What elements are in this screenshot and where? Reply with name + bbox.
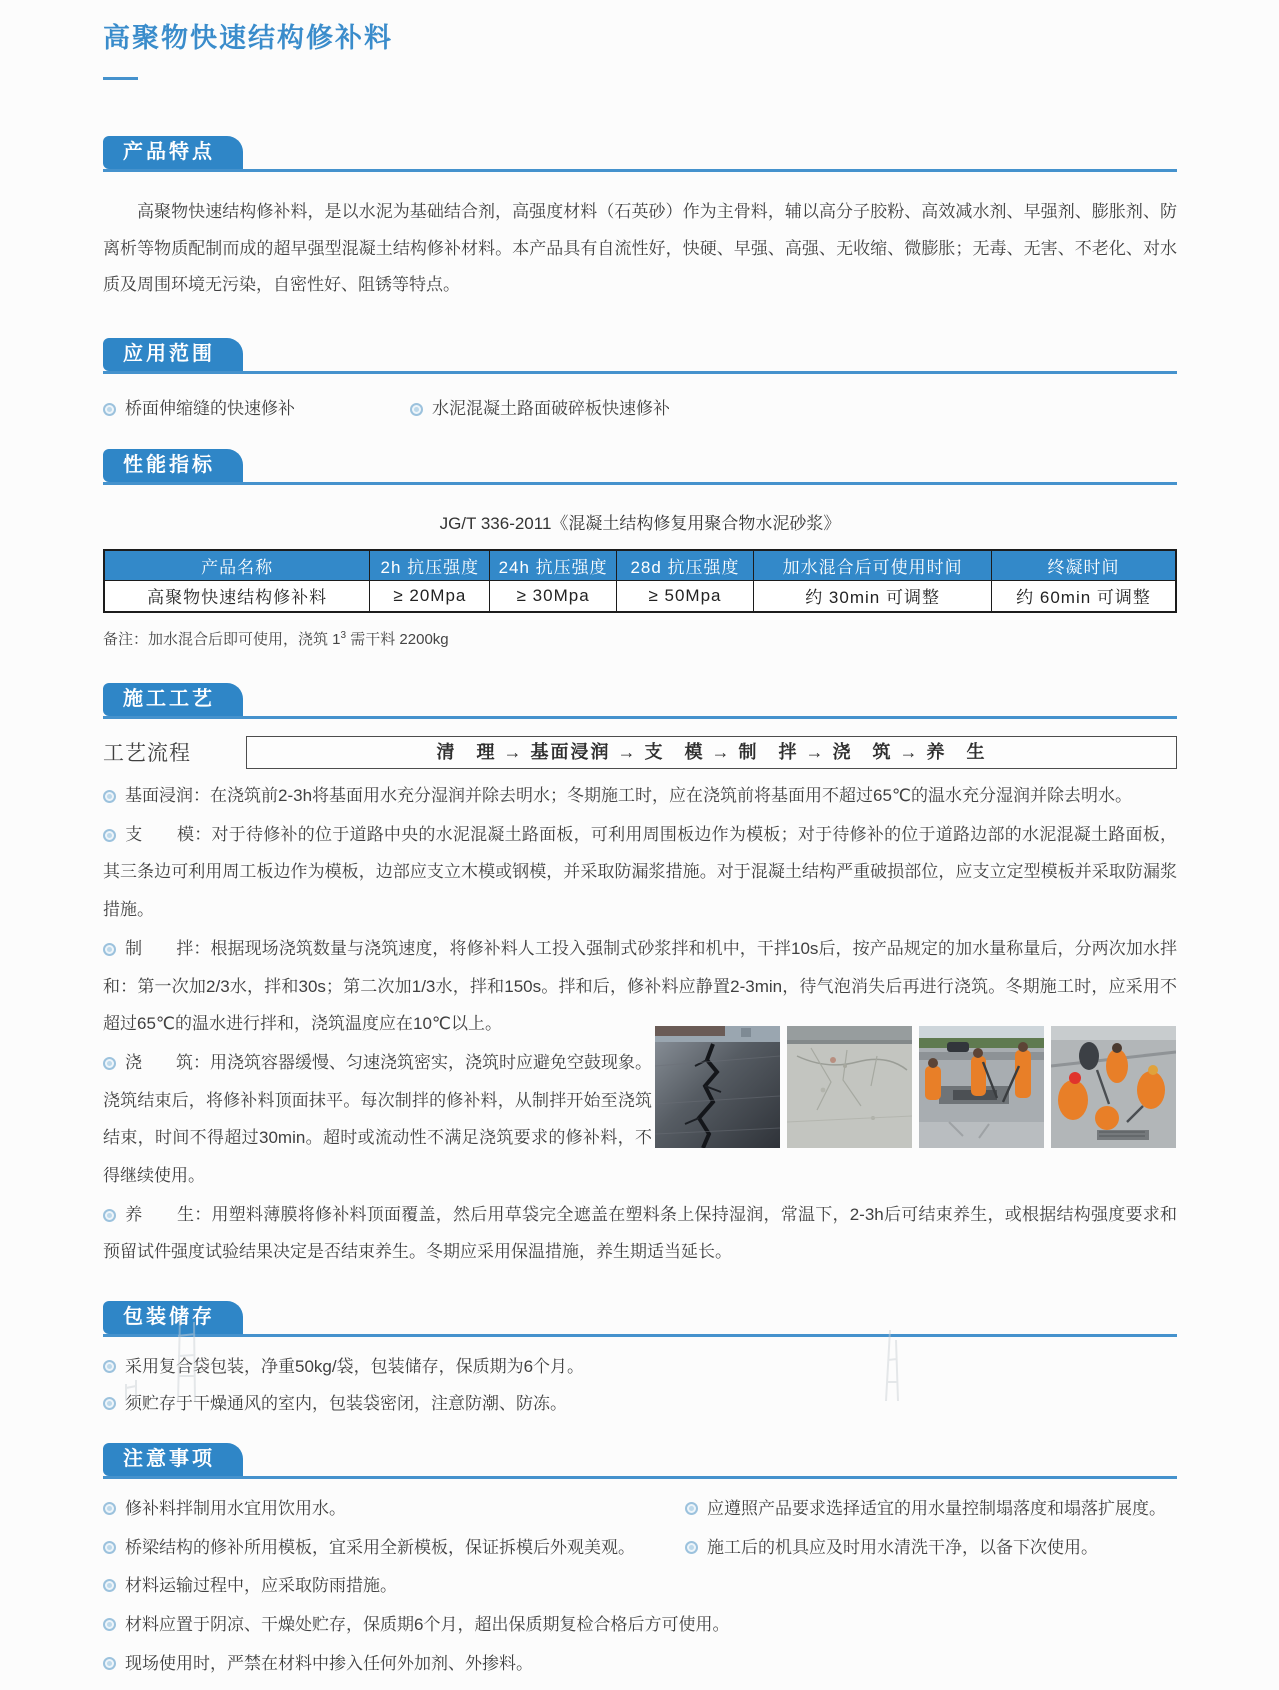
performance-table bbox=[103, 549, 1177, 613]
double-circle-bullet-icon bbox=[103, 1618, 116, 1631]
table-header-row bbox=[104, 550, 1176, 581]
section-tab-features: 产品特点 bbox=[103, 136, 243, 169]
column-header: 28d 抗压强度 bbox=[616, 550, 753, 581]
list-item: 现场使用时，严禁在材料中掺入任何外加剂、外掺料。 bbox=[103, 1652, 1177, 1677]
process-step-mixing: 制 拌：根据现场浇筑数量与浇筑速度，将修补料人工投入强制式砂浆拌和机中，干拌10s后，按产品规定的加水量称量后，分两次加水拌和：第一次加2/3水，拌和30s；第二次加1/3水，拌和150s。拌和后，修补料应静置2-3min，待气泡消失后再进行浇筑。冬期施工时，应采用不超过65℃的温水进行拌和，浇筑温度应在10℃以上。 bbox=[103, 939, 1177, 1033]
section-tab-performance: 性能指标 bbox=[103, 449, 243, 482]
double-circle-bullet-icon bbox=[685, 1502, 698, 1515]
double-circle-bullet-icon bbox=[103, 829, 116, 842]
dark-cracked-pavement-photo bbox=[655, 1026, 780, 1148]
double-circle-bullet-icon bbox=[103, 1657, 116, 1670]
process-flow-row bbox=[103, 736, 1177, 769]
list-item: 须贮存于干燥通风的室内，包装袋密闭，注意防潮、防冻。 bbox=[103, 1392, 1177, 1417]
list-item: 应遵照产品要求选择适宜的用水量控制塌落度和塌落扩展度。 bbox=[685, 1497, 1177, 1522]
packaging-items bbox=[103, 1355, 1177, 1417]
list-item: 材料应置于阴凉、干燥处贮存，保质期6个月，超出保质期复检合格后方可使用。 bbox=[103, 1613, 1177, 1638]
process-step-pouring-wrap bbox=[103, 1044, 1177, 1194]
list-item: 采用复合袋包装，净重50kg/袋，包装储存，保质期为6个月。 bbox=[103, 1355, 1177, 1380]
table-cell: ≥ 30Mpa bbox=[490, 581, 616, 612]
process-flow-label: 工艺流程 bbox=[103, 742, 191, 766]
double-circle-bullet-icon bbox=[103, 1541, 116, 1554]
double-circle-bullet-icon bbox=[103, 1579, 116, 1592]
section-header-notes bbox=[103, 1443, 1177, 1479]
column-header: 产品名称 bbox=[104, 550, 370, 581]
section-tab-application: 应用范围 bbox=[103, 338, 243, 371]
process-step-curing: 养 生：用塑料薄膜将修补料顶面覆盖，然后用草袋完全遮盖在塑料条上保持湿润，常温下，2-3h后可结束养生，或根据结构强度要求和预留试件强度试验结果决定是否结束养生。冬期应采用保温措施，养生期适当延长。 bbox=[103, 1204, 1177, 1262]
process-step-formwork: 支 模：对于待修补的位于道路中央的水泥混凝土路面板，可利用周围板边作为模板；对于待修补的位于道路边部的水泥混凝土路面板，其三条边可利用周工板边作为模板，边部应支立木模或钢模，并采取防漏浆措施。对于混凝土结构严重破损部位，应支立定型模板并采取防漏浆措施。 bbox=[103, 825, 1177, 919]
section-header-features bbox=[103, 136, 1177, 172]
application-item: 桥面伸缩缝的快速修补 bbox=[103, 394, 410, 419]
list-item: 材料运输过程中，应采取防雨措施。 bbox=[103, 1574, 685, 1599]
page-title: 高聚物快速结构修补料 bbox=[103, 23, 393, 53]
section-header-process bbox=[103, 683, 1177, 719]
column-header: 24h 抗压强度 bbox=[490, 550, 616, 581]
table-row bbox=[104, 581, 1176, 612]
features-paragraph: 高聚物快速结构修补料，是以水泥为基础结合剂，高强度材料（石英砂）作为主骨料，辅以高分子胶粉、高效减水剂、早强剂、膨胀剂、防离析等物质配制而成的超早强型混凝土结构修补材料。本产品具有自流性好，快硬、早强、高强、无收缩、微膨胀；无毒、无害、不老化、对水质及周围环境无污染，自密性好、阻锈等特点。 bbox=[103, 202, 1177, 295]
process-steps bbox=[103, 777, 1177, 1271]
application-item: 水泥混凝土路面破碎板快速修补 bbox=[410, 394, 670, 419]
double-circle-bullet-icon bbox=[103, 1057, 116, 1070]
workers-patching-pavement-photo bbox=[1051, 1026, 1176, 1148]
light-broken-slab-photo bbox=[787, 1026, 912, 1148]
table-cell: ≥ 20Mpa bbox=[370, 581, 490, 612]
double-circle-bullet-icon bbox=[103, 1502, 116, 1515]
table-cell: ≥ 50Mpa bbox=[616, 581, 753, 612]
section-tab-process: 施工工艺 bbox=[103, 683, 243, 716]
double-circle-bullet-icon bbox=[103, 1209, 116, 1222]
notes-items bbox=[103, 1497, 1177, 1690]
table-cell: 约 30min 可调整 bbox=[754, 581, 992, 612]
list-item: 施工后的机具应及时用水清洗干净，以备下次使用。 bbox=[685, 1536, 1177, 1561]
double-circle-bullet-icon bbox=[103, 403, 116, 416]
section-header-application bbox=[103, 338, 1177, 374]
table-cell: 高聚物快速结构修补料 bbox=[104, 581, 370, 612]
section-tab-packaging: 包装储存 bbox=[103, 1301, 243, 1334]
column-header: 加水混合后可使用时间 bbox=[754, 550, 992, 581]
double-circle-bullet-icon bbox=[103, 1360, 116, 1373]
double-circle-bullet-icon bbox=[103, 943, 116, 956]
table-footnote: 备注：加水混合后即可使用，浇筑 $1^3$ 需干料 2200kg bbox=[103, 629, 449, 648]
process-flow-box: 清 理 → 基面浸润 → 支 模 → 制 拌 → 浇 筑 → 养 生 bbox=[246, 736, 1177, 769]
section-header-performance bbox=[103, 449, 1177, 485]
construction-photo-strip bbox=[655, 1026, 1177, 1148]
section-tab-notes: 注意事项 bbox=[103, 1443, 243, 1476]
process-step-base-wetting: 基面浸润：在浇筑前2-3h将基面用水充分湿润并除去明水；冬期施工时，应在浇筑前将基面用不超过65℃的温水充分湿润并除去明水。 bbox=[103, 777, 1177, 814]
list-item: 桥梁结构的修补所用模板，宜采用全新模板，保证拆模后外观美观。 bbox=[103, 1536, 685, 1561]
double-circle-bullet-icon bbox=[410, 403, 423, 416]
section-header-packaging bbox=[103, 1301, 1177, 1337]
double-circle-bullet-icon bbox=[685, 1541, 698, 1554]
list-item: 修补料拌制用水宜用饮用水。 bbox=[103, 1497, 685, 1522]
application-items-row bbox=[103, 394, 1177, 419]
standard-reference: JG/T 336-2011《混凝土结构修复用聚合物水泥砂浆》 bbox=[439, 513, 841, 533]
title-underline bbox=[103, 77, 138, 80]
column-header: 终凝时间 bbox=[992, 550, 1176, 581]
table-cell: 约 60min 可调整 bbox=[992, 581, 1176, 612]
double-circle-bullet-icon bbox=[103, 1397, 116, 1410]
column-header: 2h 抗压强度 bbox=[370, 550, 490, 581]
double-circle-bullet-icon bbox=[103, 790, 116, 803]
workers-repairing-road-photo bbox=[919, 1026, 1044, 1148]
process-step-pouring: 浇 筑：用浇筑容器缓慢、匀速浇筑密实，浇筑时应避免空鼓现象。浇筑结束后，将修补料顶面抹平。每次制拌的修补料，从制拌开始至浇筑结束，时间不得超过30min。超时或流动性不满足浇筑要求的修补料，不得继续使用。 bbox=[103, 1053, 652, 1185]
